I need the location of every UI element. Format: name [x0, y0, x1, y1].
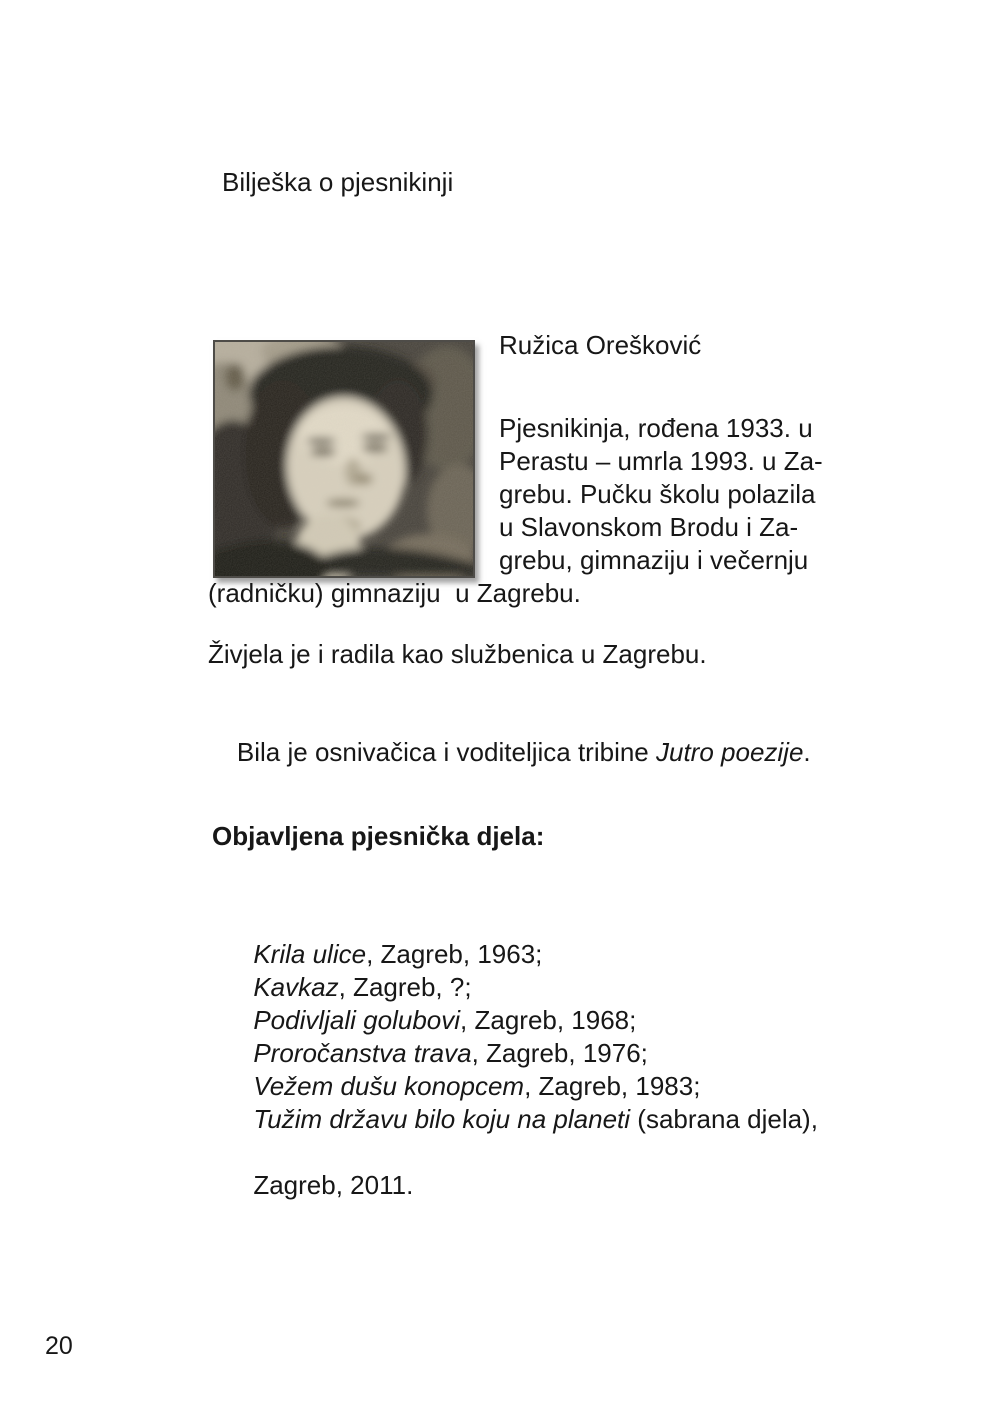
work-title: Proročanstva trava — [253, 1038, 472, 1068]
works-heading: Objavljena pjesnička djela: — [212, 821, 545, 851]
work-title: Podivljali golubovi — [253, 1005, 461, 1035]
work-details: , Zagreb, 1976; — [471, 1038, 648, 1068]
page-number: 20 — [45, 1332, 73, 1360]
bio-line: Perastu – umrla 1993. u Za- — [499, 446, 823, 476]
work-title: Tužim državu bilo koju na planeti — [253, 1104, 631, 1134]
work-title: Vežem dušu konopcem — [253, 1071, 525, 1101]
bio-line: grebu, gimnaziju i večernju — [499, 545, 809, 575]
works-list — [210, 905, 818, 1200]
work-details: , Zagreb, 1983; — [524, 1071, 701, 1101]
tribune-name: Jutro poezije — [656, 737, 804, 767]
work-details: , Zagreb, 1963; — [366, 939, 543, 969]
portrait-photo-illustration — [215, 342, 473, 576]
bio-line: u Slavonskom Brodu i Za- — [499, 512, 799, 542]
page-title: Bilješka o pjesnikinji — [222, 167, 454, 197]
bio-lived-line: Živjela je i radila kao službenica u Zagrebu. — [208, 639, 707, 669]
work-details: (sabrana djela), — [630, 1104, 818, 1134]
work-details-continued: Zagreb, 2011. — [253, 1170, 414, 1200]
bio-line: Pjesnikinja, rođena 1933. u — [499, 413, 813, 443]
work-title: Krila ulice — [253, 939, 367, 969]
founder-text: Bila je osnivačica i voditeljica tribine — [236, 737, 656, 767]
bio-founder-line — [208, 703, 811, 802]
bio-paragraph-continuation: (radničku) gimnaziju u Zagrebu. — [208, 578, 581, 608]
poet-name: Ružica Orešković — [499, 330, 702, 360]
founder-period: . — [803, 737, 811, 767]
bio-paragraph — [499, 412, 823, 577]
poet-portrait-photo — [213, 340, 475, 578]
work-details: , Zagreb, 1968; — [460, 1005, 637, 1035]
work-item — [210, 905, 818, 969]
work-title: Kavkaz — [253, 972, 339, 1002]
work-details: , Zagreb, ?; — [338, 972, 472, 1002]
bio-line: grebu. Pučku školu polazila — [499, 479, 816, 509]
